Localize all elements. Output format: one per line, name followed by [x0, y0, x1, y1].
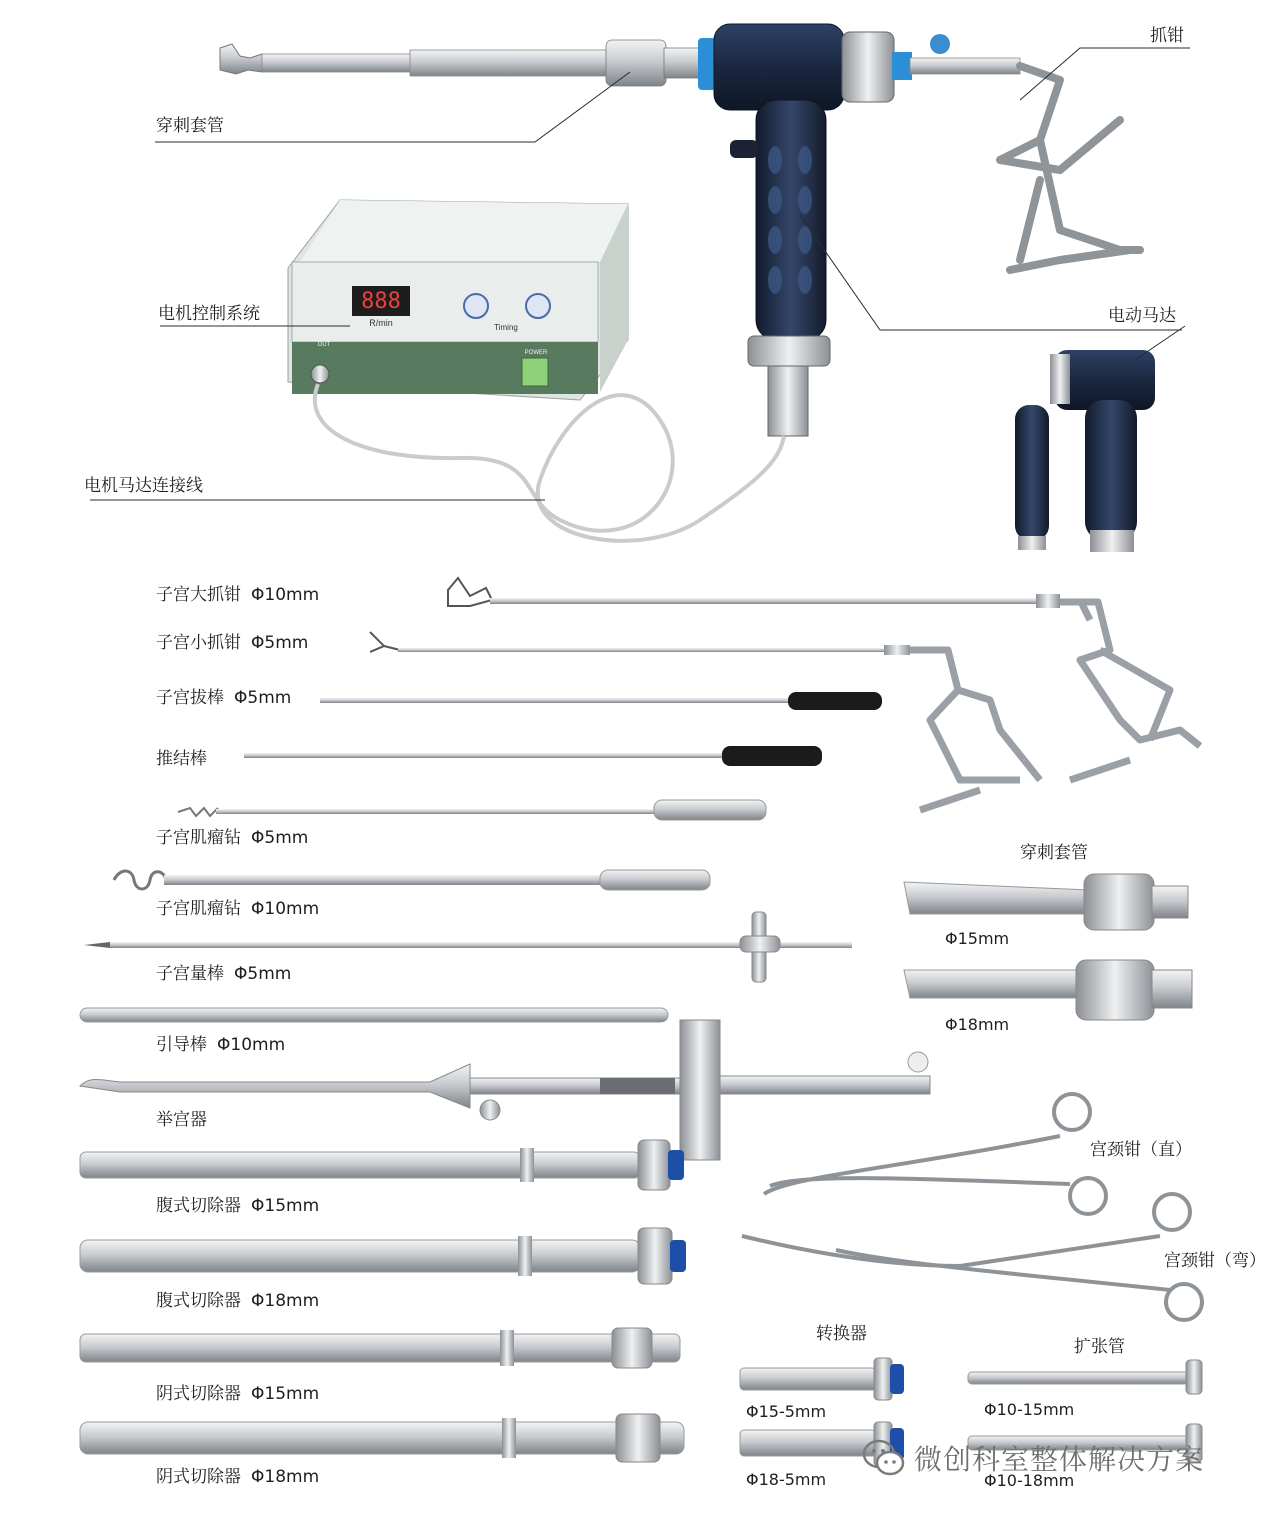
instrument-name: 子宫肌瘤钻 [156, 828, 241, 848]
converter-15-5mm [740, 1358, 904, 1400]
myoma-drill-5mm [178, 800, 766, 820]
instrument-size: Φ5mm [234, 688, 292, 708]
instrument-name: 腹式切除器 [156, 1291, 241, 1311]
vaginal-morcellator-15mm [80, 1328, 680, 1368]
instrument-name: 举宫器 [156, 1110, 207, 1130]
label-small-grasper [156, 635, 308, 652]
electric-motor-separate [1015, 350, 1155, 552]
instrument-size: Φ10mm [217, 1035, 286, 1055]
instrument-size: Φ18mm [251, 1291, 320, 1311]
instrument-name: 子宫拔棒 [156, 688, 224, 708]
vaginal-morcellator-18mm [80, 1414, 684, 1462]
trocar-15mm [904, 874, 1188, 930]
label-uterine-rod [156, 690, 291, 707]
label-myoma-drill-5 [156, 830, 308, 847]
label-myoma-drill-10 [156, 901, 319, 918]
label-motor-control-system: 电机控制系统 [158, 304, 260, 324]
instrument-size: Φ15mm [251, 1196, 320, 1216]
instrument-size: Φ10mm [251, 585, 320, 605]
controller-timing-label: Timing [494, 323, 518, 332]
instrument-size: Φ18mm [251, 1467, 320, 1487]
label-trocar-15: Φ15mm [945, 929, 1010, 948]
large-grasper-10mm [448, 578, 1200, 780]
motor-control-unit [288, 200, 628, 400]
guide-rod-10mm [80, 1008, 668, 1022]
label-converter-18-5: Φ18-5mm [746, 1470, 827, 1489]
watermark-text: 微创科室整体解决方案 [914, 1443, 1205, 1476]
label-converter-15-5: Φ15-5mm [746, 1402, 827, 1421]
controller-out-label: OUT [317, 342, 331, 348]
label-converter: 转换器 [816, 1324, 867, 1344]
label-vaginal-morcellator-18 [156, 1469, 319, 1486]
label-dilator-10-18: Φ10-18mm [984, 1471, 1075, 1490]
instrument-size: Φ15mm [251, 1384, 320, 1404]
uterine-rod-5mm [320, 692, 882, 710]
label-knot-pusher [156, 751, 207, 768]
label-uterine-sound [156, 966, 291, 983]
label-guide-rod [156, 1037, 285, 1054]
label-cervical-forceps-straight: 宫颈钳（直） [1090, 1140, 1192, 1160]
grasper-handle-top [1000, 66, 1140, 270]
instrument-name: 子宫肌瘤钻 [156, 899, 241, 919]
controller-display-digits: 888 [361, 289, 401, 314]
instrument-size: Φ5mm [251, 633, 309, 653]
label-abdominal-morcellator-15 [156, 1198, 319, 1215]
abdominal-morcellator-15mm [80, 1140, 684, 1190]
instrument-size: Φ10mm [251, 899, 320, 919]
instrument-name: 腹式切除器 [156, 1196, 241, 1216]
trocar-18mm [904, 960, 1192, 1020]
myoma-drill-10mm [114, 870, 710, 890]
instrument-name: 阴式切除器 [156, 1467, 241, 1487]
instrument-size: Φ5mm [251, 828, 309, 848]
label-trocar: 穿刺套管 [156, 116, 224, 136]
small-grasper-5mm [370, 632, 1040, 810]
label-grasper: 抓钳 [1150, 26, 1184, 46]
label-trocar-18: Φ18mm [945, 1015, 1010, 1034]
dilator-10-15mm [968, 1360, 1202, 1394]
abdominal-morcellator-18mm [80, 1228, 686, 1284]
instrument-name: 子宫量棒 [156, 964, 224, 984]
label-motor-cable: 电机马达连接线 [84, 476, 203, 496]
label-large-grasper [156, 587, 319, 604]
knot-pusher [244, 746, 822, 766]
electric-motor-body [698, 24, 1020, 436]
instrument-size: Φ5mm [234, 964, 292, 984]
label-electric-motor: 电动马达 [1108, 306, 1176, 326]
controller-power-label: POWER [524, 350, 548, 356]
wechat-icon [862, 1437, 906, 1479]
label-vaginal-morcellator-15 [156, 1386, 319, 1403]
cervical-forceps-curved [742, 1194, 1202, 1320]
label-uterine-manipulator [156, 1112, 207, 1129]
label-trocar-group: 穿刺套管 [1020, 843, 1088, 863]
top-trocar-tube [220, 40, 714, 86]
instrument-name: 子宫小抓钳 [156, 633, 241, 653]
label-dilator: 扩张管 [1074, 1337, 1125, 1357]
wechat-watermark [862, 1437, 1204, 1479]
motor-cable [315, 384, 784, 541]
instrument-name: 推结棒 [156, 749, 207, 769]
instrument-name: 阴式切除器 [156, 1384, 241, 1404]
cervical-forceps-straight [764, 1094, 1106, 1214]
instrument-name: 引导棒 [156, 1035, 207, 1055]
controller-unit-label: R/min [369, 318, 393, 328]
label-cervical-forceps-curved: 宫颈钳（弯） [1164, 1251, 1266, 1271]
instrument-name: 子宫大抓钳 [156, 585, 241, 605]
label-abdominal-morcellator-18 [156, 1293, 319, 1310]
label-dilator-10-15: Φ10-15mm [984, 1400, 1075, 1419]
